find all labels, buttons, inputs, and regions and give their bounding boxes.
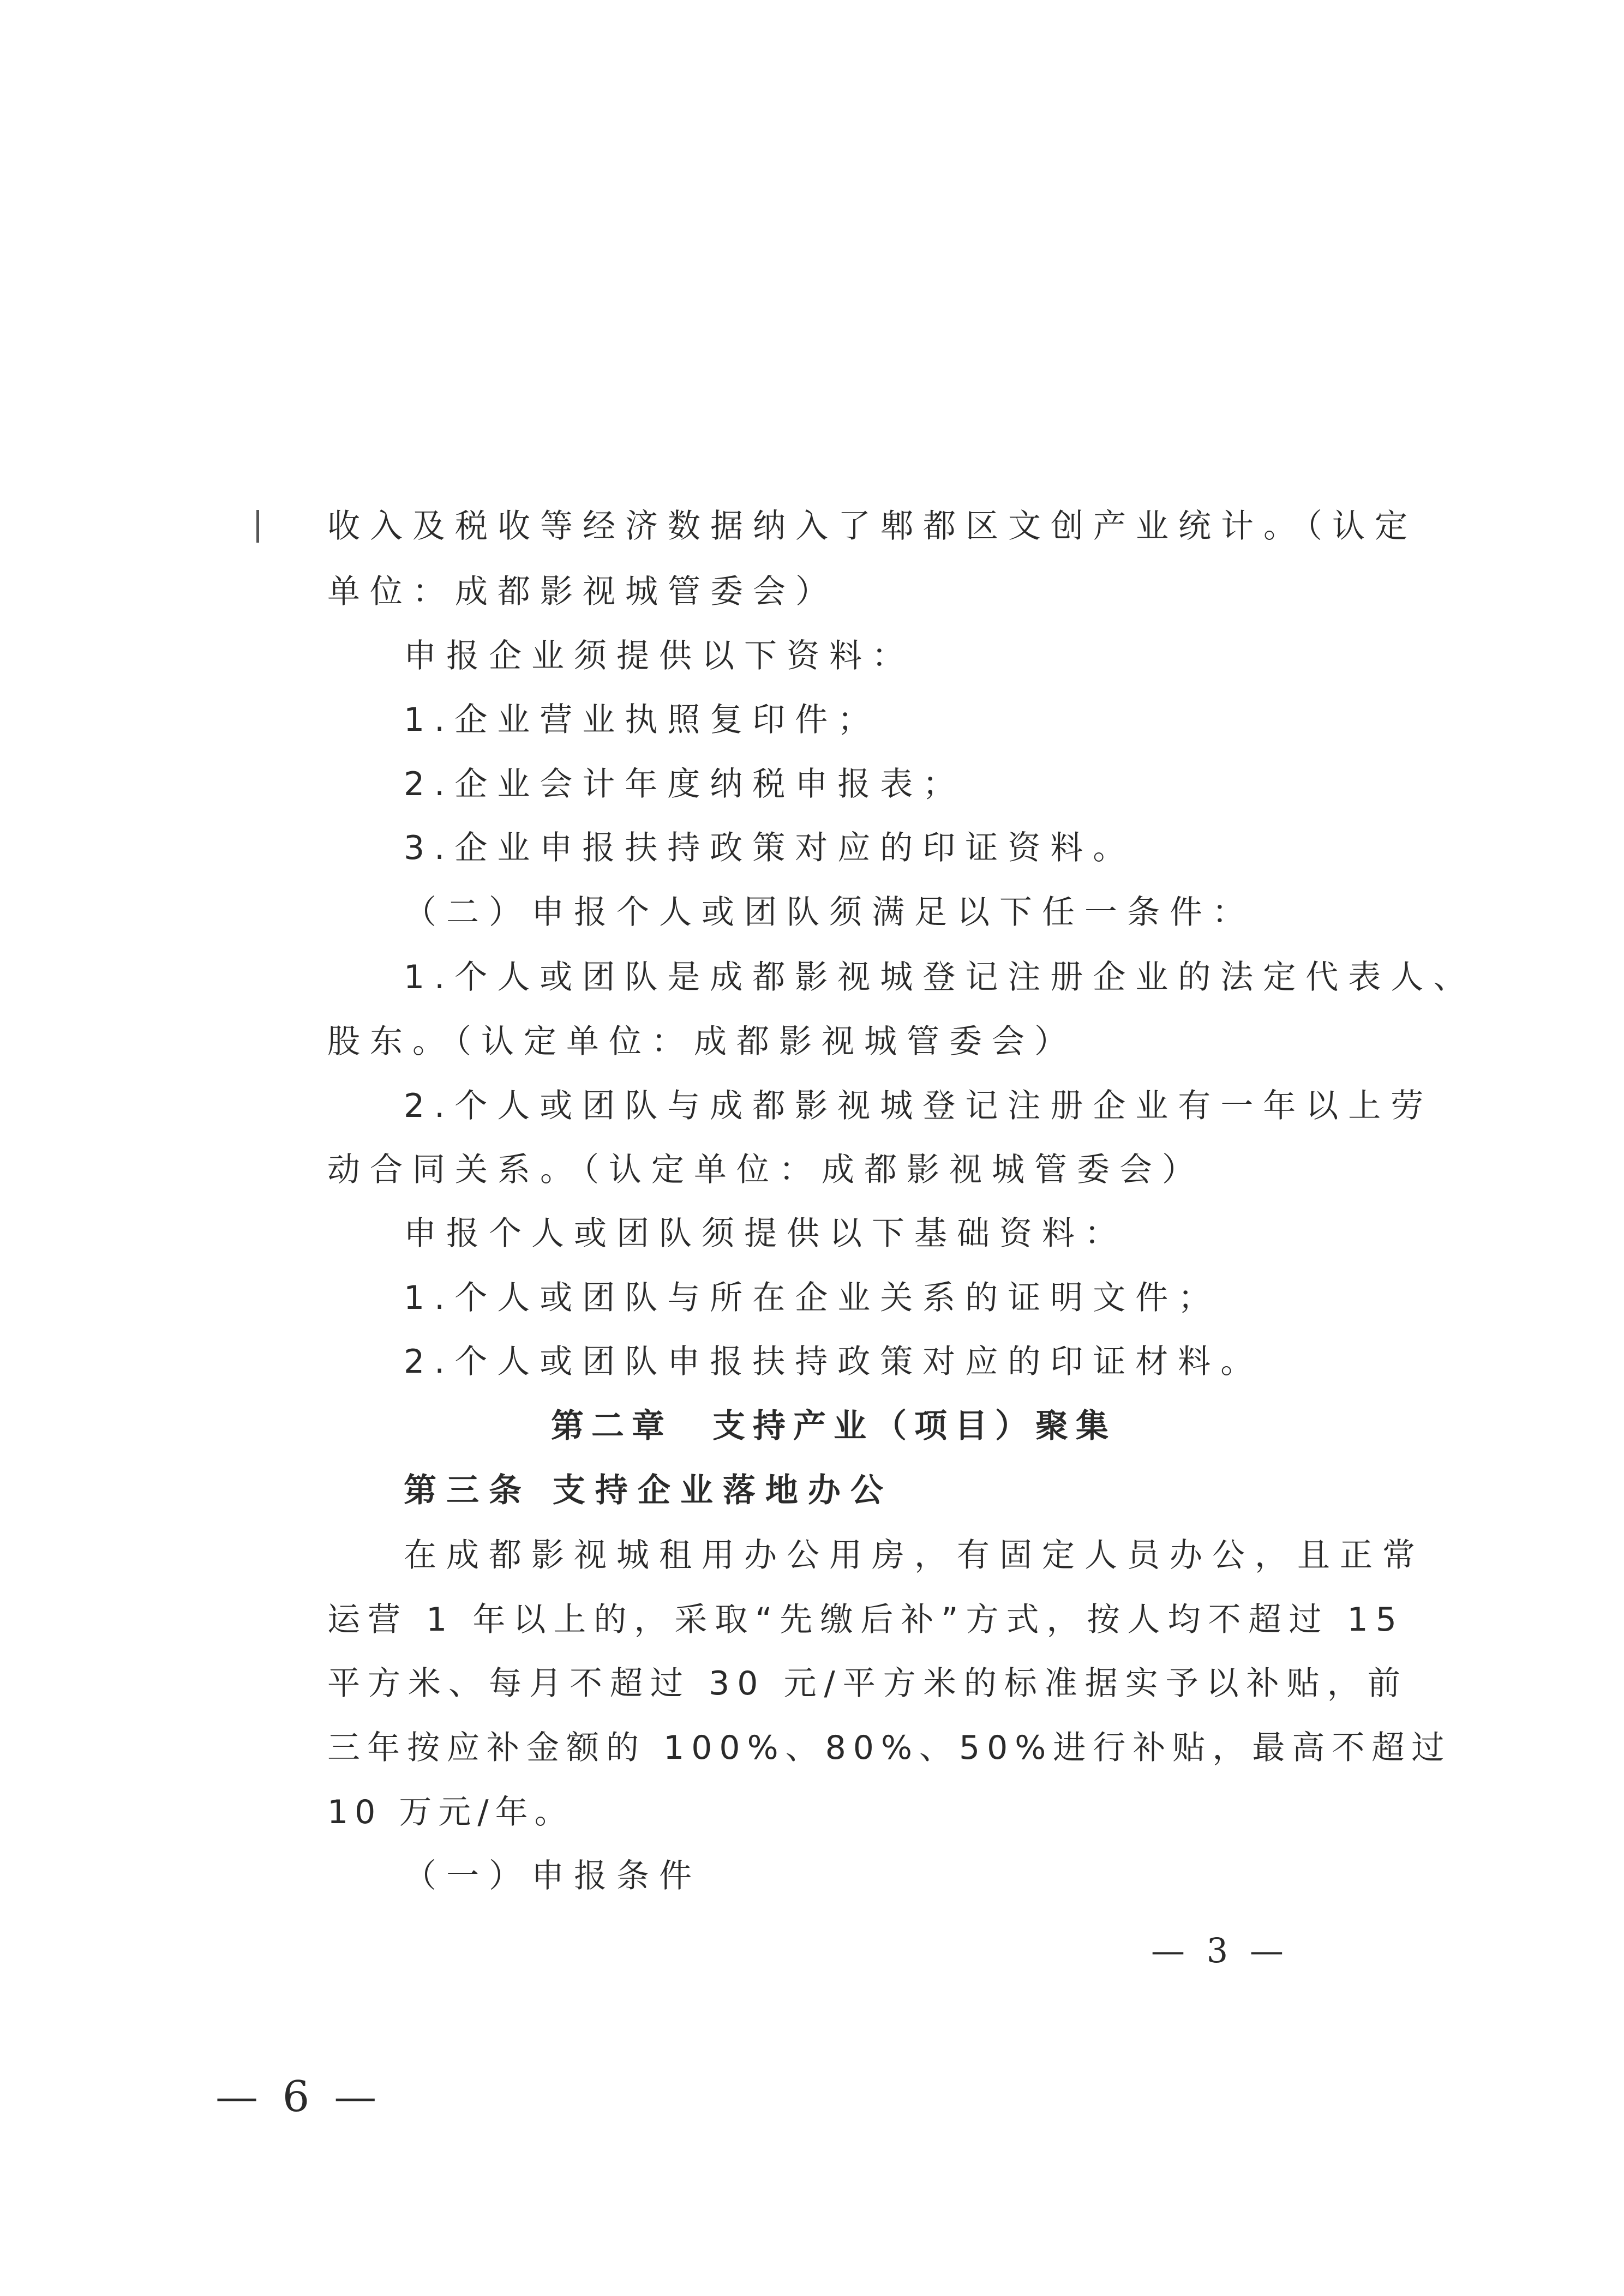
body-line-12: 申报个人或团队须提供以下基础资料： xyxy=(404,1215,1127,1253)
body-line-14: 2.个人或团队申报扶持政策对应的印证材料。 xyxy=(404,1343,1263,1381)
body-line-7: （二）申报个人或团队须满足以下任一条件： xyxy=(404,893,1255,931)
body-line-5: 2.企业会计年度纳税申报表； xyxy=(404,765,966,803)
body-line-3: 申报企业须提供以下资料： xyxy=(404,637,914,675)
inner-page-number: — 3 — xyxy=(1151,1931,1289,1970)
body-line-13: 1.个人或团队与所在企业关系的证明文件； xyxy=(404,1279,1221,1317)
article-line-6: （一）申报条件 xyxy=(404,1857,702,1895)
body-line-9: 股东。（认定单位：成都影视城管委会） xyxy=(327,1023,1077,1061)
body-line-6: 3.企业申报扶持政策对应的印证资料。 xyxy=(404,829,1136,867)
margin-mark xyxy=(256,510,259,543)
article-title: 第三条 支持企业落地办公 xyxy=(404,1471,893,1510)
body-line-4: 1.企业营业执照复印件； xyxy=(404,701,880,739)
chapter-title: 第二章 支持产业（项目）聚集 xyxy=(551,1407,1116,1445)
body-line-1: 收入及税收等经济数据纳入了郫都区文创产业统计。（认定 xyxy=(327,507,1417,545)
outer-page-number: — 6 — xyxy=(215,2072,382,2121)
article-line-3: 平方米、每月不超过 30 元/平方米的标准据实予以补贴，前 xyxy=(327,1664,1408,1703)
body-line-10: 2.个人或团队与成都影视城登记注册企业有一年以上劳 xyxy=(404,1087,1434,1125)
body-line-11: 动合同关系。（认定单位：成都影视城管委会） xyxy=(327,1151,1204,1189)
article-line-2: 运营 1 年以上的，采取“先缴后补”方式，按人均不超过 15 xyxy=(327,1601,1404,1639)
article-line-4: 三年按应补金额的 100%、80%、50%进行补贴，最高不超过 xyxy=(327,1729,1452,1767)
body-line-2: 单位：成都影视城管委会） xyxy=(327,573,838,611)
body-line-8: 1.个人或团队是成都影视城登记注册企业的法定代表人、 xyxy=(404,958,1476,996)
article-line-5: 10 万元/年。 xyxy=(327,1793,574,1831)
article-line-1: 在成都影视城租用办公用房，有固定人员办公，且正常 xyxy=(404,1536,1425,1574)
